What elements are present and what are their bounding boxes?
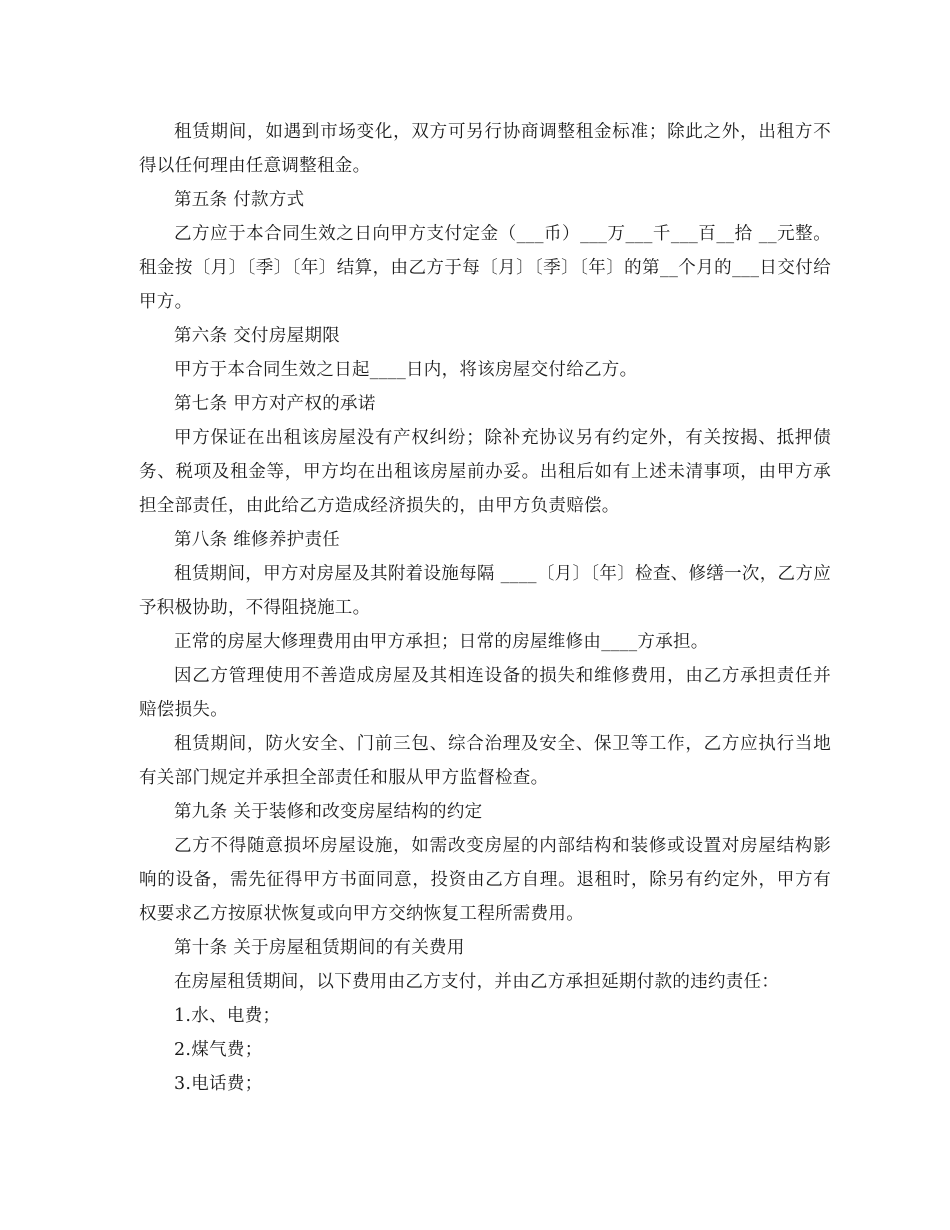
list-item-utilities: 1.水、电费；	[174, 1006, 281, 1026]
document-page	[139, 115, 831, 1101]
list-item-gas: 2.煤气费；	[174, 1040, 263, 1060]
paragraph-renovation: 乙方不得随意损坏房屋设施，如需改变房屋的内部结构和装修或设置对房屋结构影响的设备，需先征得甲方书面同意，投资由乙方自理。退租时，除另有约定外，甲方有权要求乙方按原状恢复或向甲方交纳恢复工程所需费用。	[139, 836, 831, 924]
paragraph-expenses-intro: 在房屋租赁期间，以下费用由乙方支付，并由乙方承担延期付款的违约责任：	[174, 972, 780, 992]
paragraph-payment-terms: 乙方应于本合同生效之日向甲方支付定金（___币）___万___千___百__拾 __元整。租金按〔月〕〔季〕〔年〕结算，由乙方于每〔月〕〔季〕〔年〕的第__个月的___日交付给甲方。	[139, 224, 831, 312]
paragraph-inspection: 租赁期间，甲方对房屋及其附着设施每隔 ____〔月〕〔年〕检查、修缮一次，乙方应予积极协助，不得阻挠施工。	[139, 564, 831, 618]
article-7-heading: 第七条 甲方对产权的承诺	[174, 394, 376, 414]
article-9-heading: 第九条 关于装修和改变房屋结构的约定	[174, 802, 483, 822]
article-5-heading: 第五条 付款方式	[174, 190, 305, 210]
paragraph-repair-costs: 正常的房屋大修理费用由甲方承担；日常的房屋维修由____方承担。	[174, 632, 709, 652]
list-item-phone: 3.电话费；	[174, 1074, 263, 1094]
paragraph-rent-adjustment: 租赁期间，如遇到市场变化，双方可另行协商调整租金标准；除此之外，出租方不得以任何理由任意调整租金。	[139, 122, 831, 176]
article-8-heading: 第八条 维修养护责任	[174, 530, 341, 550]
paragraph-safety-duties: 租赁期间，防火安全、门前三包、综合治理及安全、保卫等工作，乙方应执行当地有关部门规定并承担全部责任和服从甲方监督检查。	[139, 734, 831, 788]
paragraph-damage-liability: 因乙方管理使用不善造成房屋及其相连设备的损失和维修费用，由乙方承担责任并赔偿损失。	[139, 666, 831, 720]
paragraph-delivery-deadline: 甲方于本合同生效之日起____日内，将该房屋交付给乙方。	[174, 360, 638, 380]
article-10-heading: 第十条 关于房屋租赁期间的有关费用	[174, 938, 465, 958]
paragraph-property-guarantee: 甲方保证在出租该房屋没有产权纠纷；除补充协议另有约定外，有关按揭、抵押债务、税项及租金等，甲方均在出租该房屋前办妥。出租后如有上述未清事项，由甲方承担全部责任，由此给乙方造成经济损失的，由甲方负责赔偿。	[139, 428, 831, 516]
article-6-heading: 第六条 交付房屋期限	[174, 326, 341, 346]
